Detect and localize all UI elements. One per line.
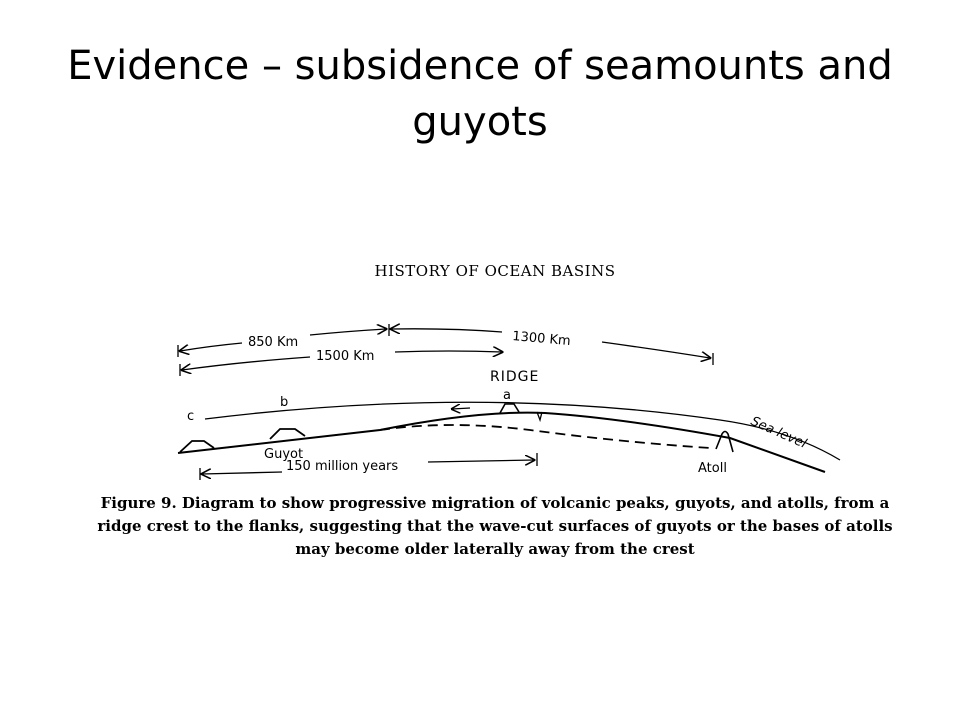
label-sea-level: Sea level	[748, 413, 809, 452]
dim-850-left-line	[180, 343, 242, 351]
guyot-b-shape	[270, 429, 305, 439]
label-peak-a: a	[503, 388, 511, 403]
dim-1300-left-line	[391, 329, 502, 332]
ocean-basin-diagram	[150, 300, 870, 490]
time-right-line	[428, 460, 534, 462]
label-ridge: RIDGE	[490, 369, 540, 385]
label-guyot: Guyot	[264, 447, 304, 462]
migration-arrow	[452, 408, 470, 409]
atoll-shape	[716, 432, 733, 453]
original-surface-dashed-line	[380, 425, 710, 448]
dimension-1300km	[391, 329, 713, 365]
figure-caption: Figure 9. Diagram to show progressive migration of volcanic peaks, guyots, and atolls, from a ridge crest to the flanks, suggesting that the wave-cut surfaces of guyots or the bases of atolls may become older laterally away from the crest	[97, 494, 893, 558]
label-peak-b: b	[280, 395, 289, 410]
peak-a-shape	[500, 404, 519, 413]
dim-1300-right-line	[602, 342, 710, 358]
label-peak-c: c	[187, 409, 195, 424]
slide-title: Evidence – subsidence of seamounts and guyots	[67, 43, 893, 145]
label-850km: 850 Km	[248, 335, 299, 350]
dimension-1500km	[180, 349, 502, 376]
dim-850-right-line	[310, 329, 386, 335]
label-atoll: Atoll	[698, 461, 727, 476]
label-1500km: 1500 Km	[316, 349, 375, 364]
figure-heading: HISTORY OF OCEAN BASINS	[374, 262, 616, 280]
dimension-150-million-years	[200, 453, 537, 480]
time-left-line	[202, 472, 282, 474]
label-150-million-years: 150 million years	[286, 459, 399, 474]
diagram-svg	[150, 300, 870, 490]
dim-1500-left-line	[182, 357, 310, 370]
label-1300km: 1300 Km	[511, 329, 572, 350]
dim-1500-right-line	[395, 351, 502, 352]
